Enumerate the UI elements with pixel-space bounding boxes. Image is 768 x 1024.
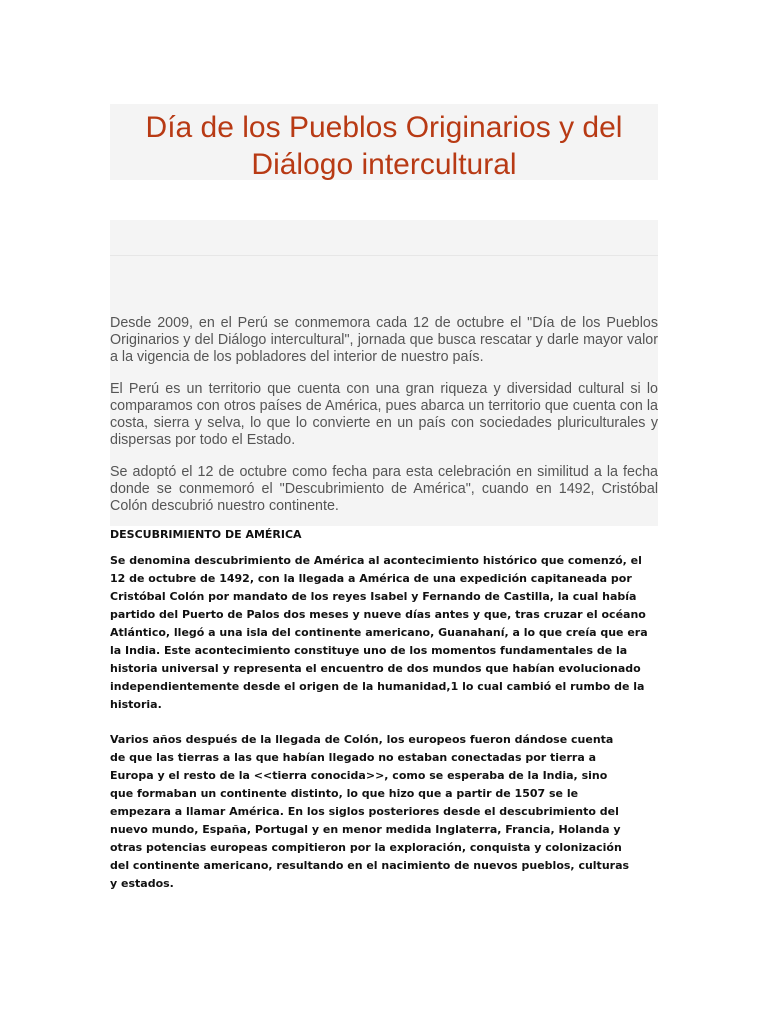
intro-paragraph: Se adoptó el 12 de octubre como fecha para esta celebración en similitud a la fecha donde se conmemoró el "Descubrimiento de América", cuando en 1492, Cristóbal Colón descubrió nuestro continente. bbox=[110, 464, 658, 514]
page-title: Día de los Pueblos Originarios y del Diálogo intercultural bbox=[145, 111, 623, 181]
intro-box bbox=[110, 315, 658, 526]
intro-paragraph: El Perú es un territorio que cuenta con una gran riqueza y diversidad cultural si lo comparamos con otros países de América, pues abarca un territorio que cuenta con la costa, sierra y selva, lo que lo convierte en un país con sociedades pluriculturales y dispersas por todo el Estado. bbox=[110, 381, 658, 448]
section-heading: DESCUBRIMIENTO DE AMÉRICA bbox=[110, 528, 302, 541]
empty-block-bottom bbox=[110, 256, 658, 315]
empty-block-top bbox=[110, 220, 658, 255]
title-banner bbox=[110, 104, 658, 180]
body-paragraph: Varios años después de la llegada de Colón, los europeos fueron dándose cuenta de que las tierras a las que habían llegado no estaban conectadas por tierra a Europa y el resto de la <<tierra conocida>>, como se esperaba de la India, sino que formaban un continente distinto, lo que hizo que a partir de 1507 se le empezara a llamar América. En los siglos posteriores desde el descubrimiento del nuevo mundo, España, Portugal y en menor medida Inglaterra, Francia, Holanda y otras potencias europeas compitieron por la exploración, conquista y colonización del continente americano, resultando en el nacimiento de nuevos pueblos, culturas y estados. bbox=[110, 733, 630, 890]
intro-paragraph: Desde 2009, en el Perú se conmemora cada 12 de octubre el "Día de los Pueblos Originarios y del Diálogo intercultural", jornada que busca rescatar y darle mayor valor a la vigencia de los pobladores del interior de nuestro país. bbox=[110, 315, 658, 365]
body-paragraph: Se denomina descubrimiento de América al acontecimiento histórico que comenzó, el 12 de octubre de 1492, con la llegada a América de una expedición capitaneada por Cristóbal Colón por mandato de los reyes Isabel y Fernando de Castilla, la cual había partido del Puerto de Palos dos meses y nueve días antes y que, tras cruzar el océano Atlántico, llegó a una isla del continente americano, Guanahaní, a lo que creía que era la India. Este acontecimiento constituye uno de los momentos fundamentales de la historia universal y representa el encuentro de dos mundos que habían evolucionado independientemente desde el origen de la humanidad,1 lo cual cambió el rumbo de la historia. bbox=[110, 554, 648, 711]
